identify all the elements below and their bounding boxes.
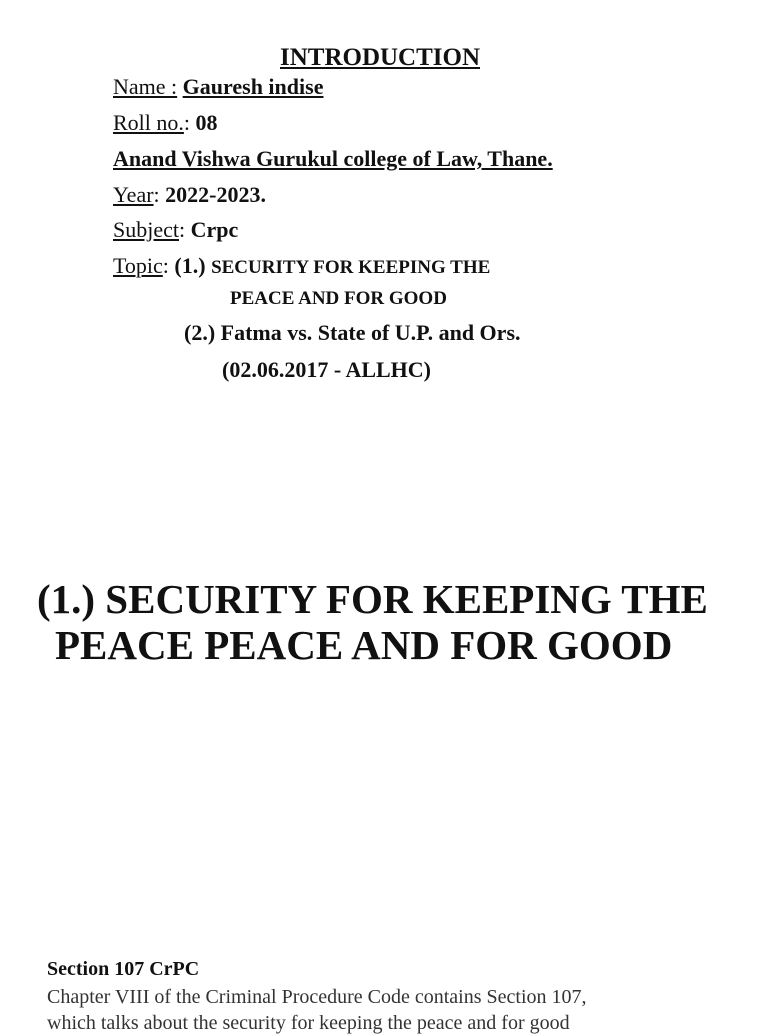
year-row	[113, 182, 266, 208]
roll-sep: :	[183, 110, 191, 135]
intro-title: INTRODUCTION	[279, 44, 481, 71]
name-value: Gauresh indise	[182, 74, 324, 99]
roll-value: 08	[195, 110, 218, 135]
topic-sep: :	[162, 253, 169, 278]
topic-label: Topic	[113, 253, 163, 278]
name-row	[113, 74, 323, 100]
topic1-line1: SECURITY FOR KEEPING THE	[211, 257, 491, 278]
year-label: Year	[113, 182, 154, 207]
section-title: Section 107 CrPC	[47, 958, 200, 980]
subject-sep: :	[179, 217, 186, 242]
roll-row	[113, 110, 218, 136]
college-name: Anand Vishwa Gurukul college of Law, Thane.	[113, 146, 553, 171]
name-label: Name :	[113, 74, 178, 99]
heading-line2: PEACE PEACE AND FOR GOOD	[55, 622, 673, 668]
subject-label: Subject	[113, 217, 179, 242]
year-value: 2022-2023.	[165, 182, 266, 207]
section-body-line1: Chapter VIII of the Criminal Procedure Code contains Section 107,	[47, 986, 587, 1008]
subject-value: Crpc	[190, 217, 239, 242]
year-sep: :	[153, 182, 160, 207]
heading-line1: (1.) SECURITY FOR KEEPING THE	[37, 576, 708, 622]
section-body-line2: which talks about the security for keeping the peace and for good	[47, 1012, 570, 1034]
topic-row	[113, 253, 490, 281]
subject-row	[113, 217, 238, 243]
roll-label: Roll no.	[113, 110, 184, 135]
topic2-line1: (2.) Fatma vs. State of U.P. and Ors.	[184, 320, 521, 345]
topic1-line2: PEACE AND FOR GOOD	[230, 288, 447, 309]
topic2-line2: (02.06.2017 - ALLHC)	[222, 357, 431, 382]
topic1-number: (1.)	[174, 253, 206, 278]
